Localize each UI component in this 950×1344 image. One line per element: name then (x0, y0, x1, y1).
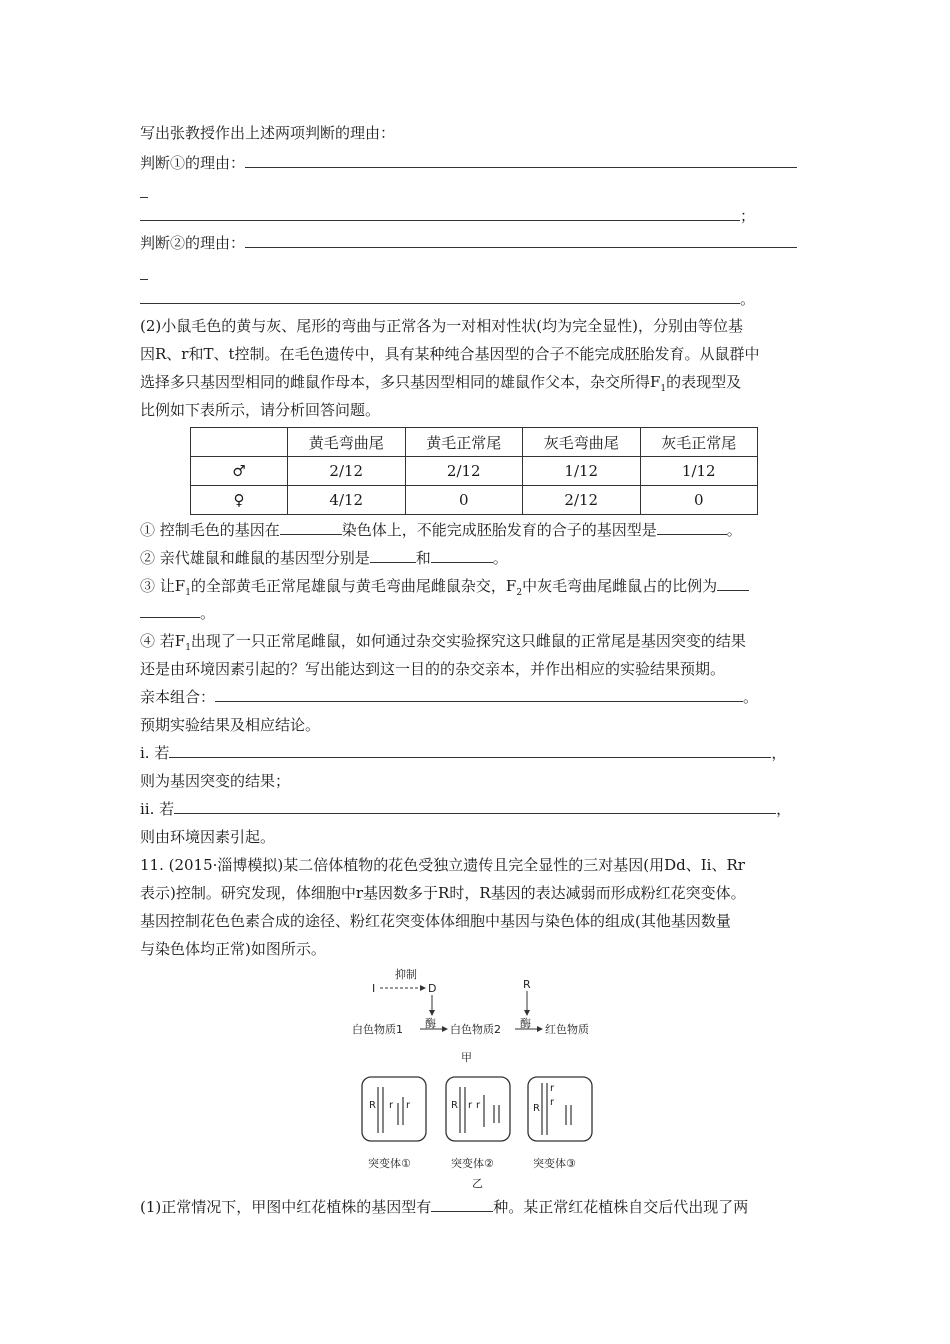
subq1: ① 控制毛色的基因在 染色体上，不能完成胚胎发育的合子的基因型是 。 (140, 521, 742, 539)
reason1-dash (140, 183, 148, 203)
reason2-label: 判断②的理由： (140, 234, 246, 252)
svg-text:r: r (476, 1100, 481, 1111)
svg-text:r: r (550, 1097, 555, 1108)
subq3-cont: 。 (140, 603, 215, 623)
reason1-line (140, 153, 797, 173)
chromosome-blank[interactable] (280, 520, 342, 535)
arrowhead (420, 985, 426, 991)
case1-blank[interactable] (169, 743, 771, 758)
table-cell: 0 (405, 486, 523, 515)
period: 。 (740, 290, 756, 308)
gene-r-label: R (523, 978, 531, 991)
svg-text:R: R (451, 1100, 458, 1111)
table-header-row (191, 428, 758, 457)
table-cell: 2/12 (405, 457, 523, 486)
semicolon: ； (740, 207, 756, 225)
female-genotype-blank[interactable] (431, 548, 493, 563)
case1-line: ⅰ. 若 ， (140, 744, 787, 762)
enzyme2-label: 酶 (520, 1017, 531, 1030)
parents-line: 亲本组合： 。 (140, 688, 759, 706)
table-header-cell (191, 428, 288, 457)
parents-blank[interactable] (215, 687, 743, 702)
male-genotype-blank[interactable] (370, 548, 416, 563)
arrowhead (429, 1010, 435, 1016)
q11-line2: 表示)控制。研究发现，体细胞中r基因数多于R时，R基因的表达减弱而形成粉红花突变体。 (140, 884, 746, 902)
reason-intro: 写出张教授作出上述两项判断的理由： (140, 124, 396, 142)
case2-result: 则由环境因素引起。 (140, 828, 276, 846)
table-cell: 2/12 (523, 486, 641, 515)
white-substance-2: 白色物质2 (450, 1023, 501, 1036)
enzyme1-label: 酶 (425, 1017, 436, 1030)
subq4-line2: 还是由环境因素引起的？写出能达到这一目的的杂交亲本，并作出相应的实验结果预期。 (140, 660, 726, 678)
reason1-label: 判断①的理由： (140, 154, 246, 172)
table-cell: 4/12 (288, 486, 406, 515)
q2-para-line2: 因R、r和T、t控制。在毛色遗传中，具有某种纯合基因型的合子不能完成胚胎发育。从鼠群中 (140, 345, 760, 363)
case2-blank[interactable] (174, 799, 776, 814)
figure-a-label: 甲 (461, 1051, 472, 1064)
gene-d-label: D (428, 982, 437, 995)
pathway-diagram (340, 965, 620, 1195)
reason2-line (140, 233, 797, 253)
table-cell: 2/12 (288, 457, 406, 486)
q2-para-line4: 比例如下表所示，请分析回答问题。 (140, 401, 381, 419)
q11-line3: 基因控制花色色素合成的途径、粉红花突变体体细胞中基因与染色体的组成(其他基因数量 (140, 912, 731, 930)
svg-text:r: r (468, 1100, 473, 1111)
q2-para-line3: 选择多只基因型相同的雌鼠作母本，多只基因型相同的雄鼠作父本，杂交所得$F_1$的表现型及 (140, 373, 742, 394)
ratio-blank-2[interactable] (140, 603, 200, 618)
case1-result: 则为基因突变的结果； (140, 772, 291, 790)
mutant2-label: 突变体② (451, 1157, 494, 1170)
mutant3-label: 突变体③ (533, 1157, 576, 1170)
gene-i-label: I (372, 982, 376, 995)
male-symbol: ♂ (191, 457, 288, 486)
reason2-blank[interactable] (245, 233, 797, 248)
mutant1-label: 突变体① (368, 1157, 411, 1170)
reason1-blank2[interactable] (140, 206, 740, 221)
offspring-table (190, 427, 758, 515)
svg-text:r: r (389, 1100, 394, 1111)
svg-text:r: r (406, 1100, 411, 1111)
table-header-cell: 灰毛弯曲尾 (523, 428, 641, 457)
table-cell: 1/12 (640, 457, 758, 486)
q11-line4: 与染色体均正常)如图所示。 (140, 940, 326, 958)
svg-text:r: r (550, 1083, 555, 1094)
table-row (191, 486, 758, 515)
genotype-blank[interactable] (657, 520, 727, 535)
reason2-line2 (140, 289, 755, 309)
table-header-cell: 黄毛正常尾 (405, 428, 523, 457)
arrowhead (537, 1026, 543, 1032)
reason1-blank[interactable] (245, 153, 797, 168)
table-header-cell: 灰毛正常尾 (640, 428, 758, 457)
q2-para-line1: (2)小鼠毛色的黄与灰、尾形的弯曲与正常各为一对相对性状(均为完全显性)，分别由等位基 (140, 317, 743, 335)
case2-line: ⅱ. 若 ， (140, 800, 792, 818)
arrowhead (442, 1026, 448, 1032)
red-substance: 红色物质 (545, 1023, 589, 1036)
female-symbol: ♀ (191, 486, 288, 515)
q11-subq1: (1)正常情况下，甲图中红花植株的基因型有 种。某正常红花植株自交后代出现了两 (140, 1198, 749, 1216)
subq3: ③ 让$F_1$的全部黄毛正常尾雄鼠与黄毛弯曲尾雌鼠杂交，$F_2$中灰毛弯曲尾雌鼠占的比例为 (140, 576, 749, 596)
table-cell: 0 (640, 486, 758, 515)
genotype-count-blank[interactable] (431, 1197, 493, 1212)
ratio-blank[interactable] (717, 576, 749, 591)
expect-label: 预期实验结果及相应结论。 (140, 716, 321, 734)
table-header-cell: 黄毛弯曲尾 (288, 428, 406, 457)
svg-text:R: R (369, 1100, 376, 1111)
q11-line1: 11. (2015·淄博模拟)某二倍体植物的花色受独立遗传且完全显性的三对基因(用Dd、Ii、Rr (140, 856, 745, 874)
reason1-line2 (140, 206, 755, 226)
reason2-blank2[interactable] (140, 289, 740, 304)
figure-b-label: 乙 (472, 1177, 483, 1190)
subq4-line1: ④ 若$F_1$出现了一只正常尾雌鼠，如何通过杂交实验探究这只雌鼠的正常尾是基因突变的结果 (140, 632, 746, 653)
table-cell: 1/12 (523, 457, 641, 486)
reason2-dash (140, 265, 148, 285)
subq2: ② 亲代雄鼠和雌鼠的基因型分别是 和 。 (140, 549, 508, 567)
inhibit-label: 抑制 (395, 968, 417, 981)
table-row (191, 457, 758, 486)
arrowhead (524, 1010, 530, 1016)
svg-text:R: R (533, 1103, 540, 1114)
white-substance-1: 白色物质1 (352, 1023, 403, 1036)
